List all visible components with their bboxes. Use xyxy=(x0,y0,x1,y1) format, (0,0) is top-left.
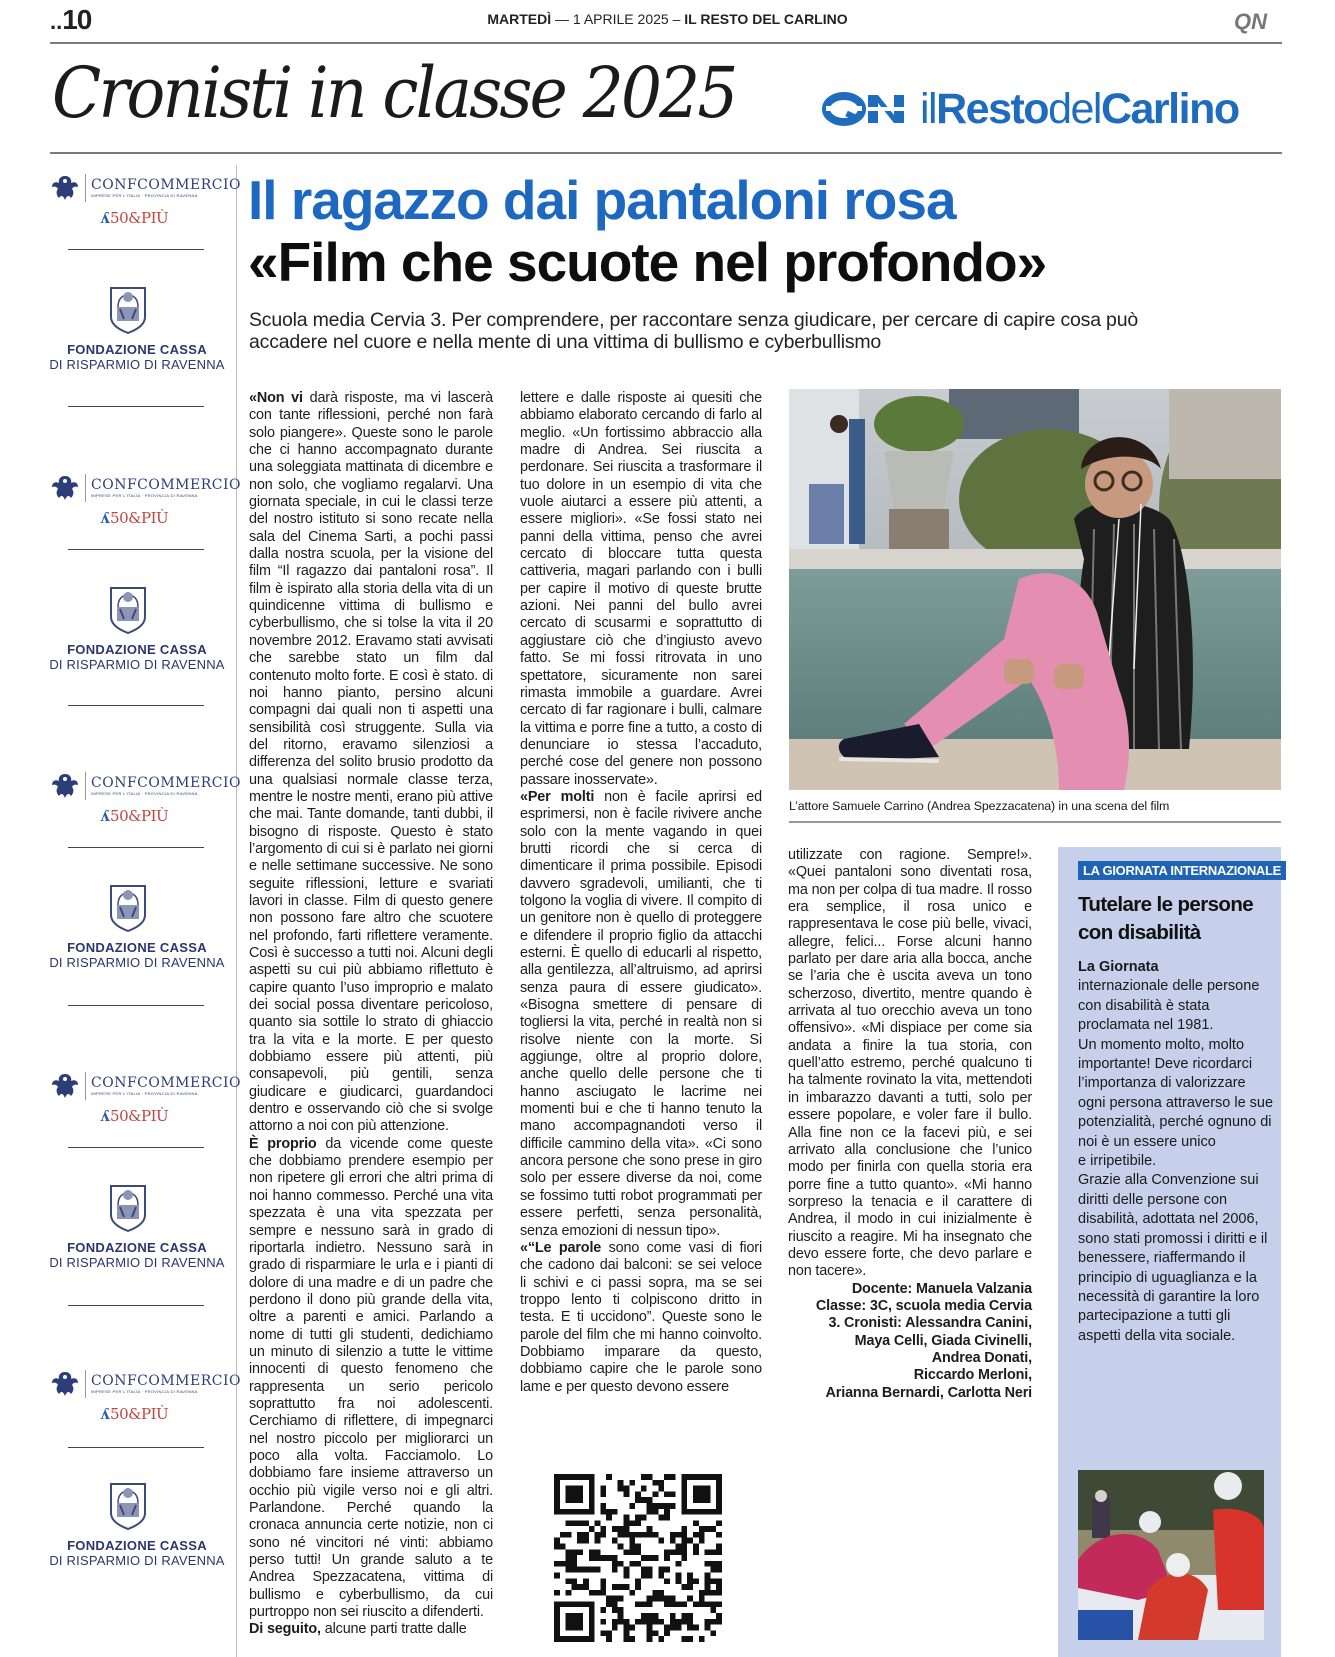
article-paragraph xyxy=(249,390,493,1136)
paragraph-text: alcune parti tratte dalle xyxy=(320,1621,467,1638)
paragraph-text: darà risposte, ma vi lascerà con tante riflessioni, perché non farà solo piangere». Queste sono le parole che ci hanno accompagnato durante una soleggiata mattinata di dicembre e non solo, che vogliamo regalarvi. Una giornata speciale, in cui le classi terze del nostro istituto si sono recate nella sala del Cinema Sarti, a pochi passi dalla nostra scuola, per la visione del film “Il ragazzo dai pantaloni rosa”. Il film è ispirato alla storia della vita di un quindicenne vittima di bullismo e cyberbullismo, che si tolse la vita il 20 novembre 2012. Eravamo stati avvisati che sarebbe stato un film dal contenuto molto forte. E così è stato. di noi hanno pianto, persino alcuni compagni dai quali non ti aspetti una sensibilità così struggente. Sulla via del ritorno, eravamo silenziosi a differenza del solito brusio prodotto da una qualsiasi normale classe terza, mentre le nostre menti, erano più attive che mai. Tante domande, tanti dubbi, il bisogno di risposte. Questo è stato l’argomento di cui si è parlato nei giorni e nelle settimane successive. Ne sono seguite riflessioni, letture e svariati lavori in classe. Film di questo genere non possono fare altro che scuotere nel profondo, farti riflettere veramente. Così è successo a tutti noi. Alcuni degli aspetti su cui più abbiamo riflettuto è capire quanto l’uso improprio e malato dei social possa diventare pericoloso, quanto sia sottile lo strato di ghiaccio tra la vita e la morte. E per questo dobbiamo essere più attenti, più consapevoli, più gentili, senza giudicare e giudicarci, guardandoci dentro e osservando ciò che si svolge attorno a noi con più attenzione. xyxy=(249,390,493,1135)
confcommercio-sub: IMPRESE PER L'ITALIA · PROVINCIA DI RAVENNA xyxy=(91,192,198,198)
confcommercio-logo xyxy=(50,1369,241,1399)
article-paragraph xyxy=(249,1136,493,1622)
fondazione-line1: FONDAZIONE CASSA xyxy=(67,642,207,657)
fifty-piu-logo xyxy=(100,209,168,227)
figure-icon: ʎ xyxy=(100,209,110,227)
sponsor-fondazione xyxy=(46,1481,238,1573)
confcommercio-logo xyxy=(50,1071,241,1101)
info-box-text-3: ogni persona attraverso le sue potenzialità, perché ognuno di noi è un essere unico xyxy=(1078,1094,1274,1150)
fondazione-line1: FONDAZIONE CASSA xyxy=(67,1538,207,1553)
confcommercio-bar xyxy=(85,474,86,502)
figure-icon: ʎ xyxy=(100,1405,110,1423)
dateline-weekday: MARTEDÌ xyxy=(487,11,552,27)
paragraph-text: non è facile aprirsi ed esprimersi, non è facile rivivere anche solo con la mente vagando in quei brutti ricordi che si cerca di dimenticare il prima possibile. Episodi davvero sgradevoli, umilianti, che ti tolgono la voglia di vivere. Il compito di un genitore non è quello di proteggere e difendere il proprio figlio da attacchi esterni. È quello di educarli al rispetto, alla gentilezza, all’altruismo, ad aprirsi senza paura di essere giudicato». «Bisogna smettere di pensare di togliersi la vita, perché in realtà non si risolve niente con la morte. Si aggiunge, oltre al proprio dolore, anche quello delle persone che ti hanno asciugato le lacrime nei momenti bui e che ti hanno tenuto la mano accompagnandoti verso il difficile cammino della vita». «Ci sono ancora persone che sono prese in giro solo per essere diverse da noi, come se fossimo tutti robot programmati per essere perfetti, senza personalità, senza emozioni di nessun tipo». xyxy=(520,788,762,1239)
fondazione-line2: DI RISPARMIO DI RAVENNA xyxy=(49,357,225,372)
dateline xyxy=(0,11,1335,27)
article-column-2 xyxy=(520,390,762,1396)
brand-name xyxy=(920,85,1239,134)
fifty-piu-label: 50&PIÙ xyxy=(110,209,169,227)
qn-brand-icon xyxy=(822,89,908,129)
brand-logo xyxy=(822,84,1239,134)
article-photo xyxy=(789,389,1281,790)
eagle-icon xyxy=(50,1071,80,1101)
figure-icon: ʎ xyxy=(100,807,110,825)
confcommercio-sub: IMPRESE PER L'ITALIA · PROVINCIA DI RAVENNA xyxy=(91,1090,198,1096)
fifty-piu-label: 50&PIÙ xyxy=(110,807,169,825)
info-box-paragraph-1 xyxy=(1078,958,1276,977)
qn-logo-icon xyxy=(1232,8,1282,34)
fondazione-line2: DI RISPARMIO DI RAVENNA xyxy=(49,1255,225,1270)
article-paragraph xyxy=(788,847,1032,1281)
confcommercio-name: CONFCOMMERCIO xyxy=(91,1372,241,1389)
dateline-publication: IL RESTO DEL CARLINO xyxy=(684,11,848,27)
sponsor-fondazione xyxy=(46,1183,238,1275)
fifty-piu-label: 50&PIÙ xyxy=(110,1107,169,1125)
fifty-piu-logo xyxy=(100,1405,168,1423)
brand-name-carlino: Carlino xyxy=(1100,84,1239,133)
paragraph-lead: «Per molti xyxy=(520,788,595,805)
signature-line: 3. Cronisti: Alessandra Canini, xyxy=(828,1315,1032,1332)
confcommercio-name: CONFCOMMERCIO xyxy=(91,1074,241,1091)
crest-icon xyxy=(108,585,148,635)
sponsor-separator xyxy=(68,1447,204,1448)
sponsor-confcommercio xyxy=(46,763,241,843)
sponsor-confcommercio xyxy=(46,465,241,545)
eagle-icon xyxy=(50,473,80,503)
fifty-piu-logo xyxy=(100,807,168,825)
info-box-title: Tutelare le persone con disabilità xyxy=(1078,893,1254,944)
crest-icon xyxy=(108,1183,148,1233)
crest-icon xyxy=(108,883,148,933)
figure-icon: ʎ xyxy=(100,1107,110,1125)
info-box-photo-illustration xyxy=(1078,1470,1264,1640)
paragraph-text: sono come vasi di fiori che cadono dai balconi: se sei veloce li schivi e ci passi sopra, ma se sei troppo lento ti colpiscono dritto in testa. E ti uccidono”. Queste sono le parole del film che mi hanno coinvolto. Dobbiamo imparare da questo, dobbiamo capire che le parole sono lame e per questo devono essere xyxy=(520,1239,762,1395)
paragraph-text: utilizzate con ragione. Sempre!». «Quei pantaloni sono diventati rosa, ma non per colpa di tua madre. Il rosso era semplice, il rosa unico e rappresentava le cose più belle, vivaci, allegre, felici... Forse alcuni hanno parlato per dare aria alla bocca, anche se l’aria che è uscita aveva un tono scherzoso, divertito, mentre quando è arrivata al tuo orecchio aveva un tono offensivo». «Mi dispiace per come sia andata a finire la tua storia, con quell’atto estremo, perché qualcuno ti ha talmente rovinato la vita, mettendoti in imbarazzo davanti a tutti, solo per essere popolare, e voler fare il bullo. Alla fine non ce la facevi più, e sei arrivato alla conclusione che l’unico modo per finirla con quella storia era porre fine a tutto quanto». «Mi hanno sorpreso la tenacia e il carattere di Andrea, il modo in cui inizialmente è riuscito a reagire. Mi ha insegnato che devo essere forte, che devo parlare e non tacere». xyxy=(788,847,1032,1280)
brand-name-resto: Resto xyxy=(936,84,1049,133)
article-kicker-title: Il ragazzo dai pantaloni rosa xyxy=(248,169,956,231)
article-column-1 xyxy=(249,390,493,1639)
paragraph-text: da vicende come queste che dobbiamo prendere esempio per non ripetere gli errori che altri prima di noi hanno commesso. Perché una vita spezzata è una vita spezzata per sempre e nessuno sarà in grado di riportarla indietro. Nessuno sarà in grado di risparmiare le urla e i pianti di dolore di una madre e di un padre che perdono il dono più grande della vita, oltre a parenti e amici. Parlando a nome di tutti gli studenti, dedichiamo un minuto di silenzio a tutte le vittime innocenti di questo fenomeno che rappresenta un serio pericolo soprattutto fra noi adolescenti. Cerchiamo di riflettere, di impegnarci nel nostro piccolo per migliorarci un poco alla volta. Facciamolo. Lo dobbiamo fare insieme attraverso un occhio più vigile verso noi e gli altri. Parlandone. Perché quando la cronaca annuncia certe notizie, non ci sono né vincitori né vinti: abbiamo perso tutti! Un grande saluto a te Andrea Spezzacatena, vittima di bullismo e cyberbullismo, da cui purtroppo non sei riuscito a difenderti. xyxy=(249,1135,493,1621)
fondazione-line2: DI RISPARMIO DI RAVENNA xyxy=(49,1553,225,1568)
info-box-photo xyxy=(1078,1470,1264,1640)
confcommercio-text xyxy=(91,1076,241,1097)
page-number-value: 10 xyxy=(62,4,92,35)
signature-line: Docente: Manuela Valzania xyxy=(851,1280,1032,1297)
signature-line: Maya Celli, Giada Civinelli, xyxy=(854,1332,1032,1349)
sponsor-confcommercio xyxy=(46,1063,241,1143)
confcommercio-logo xyxy=(50,771,241,801)
info-box-text-1: internazionale delle persone con disabilità è stata proclamata nel 1981. xyxy=(1078,978,1260,1034)
article-title: «Film che scuote nel profondo» xyxy=(248,231,1047,293)
confcommercio-name: CONFCOMMERCIO xyxy=(91,774,241,791)
confcommercio-name: CONFCOMMERCIO xyxy=(91,176,241,193)
paragraph-lead: Di seguito, xyxy=(249,1621,321,1638)
confcommercio-logo xyxy=(50,173,241,203)
signature-line: Classe: 3C, scuola media Cervia xyxy=(815,1297,1032,1314)
brand-name-del: del xyxy=(1048,84,1101,133)
confcommercio-text xyxy=(91,478,241,499)
fondazione-line2: DI RISPARMIO DI RAVENNA xyxy=(49,955,225,970)
sponsor-separator xyxy=(68,549,204,550)
info-box xyxy=(1058,847,1281,1657)
fondazione-line1: FONDAZIONE CASSA xyxy=(67,342,207,357)
dateline-separator: — xyxy=(551,11,573,27)
sponsor-separator xyxy=(68,847,204,848)
eagle-icon xyxy=(50,1369,80,1399)
paragraph-lead: «“Le parole xyxy=(520,1239,602,1256)
sponsor-separator xyxy=(68,1305,204,1306)
confcommercio-bar xyxy=(85,1370,86,1398)
confcommercio-bar xyxy=(85,772,86,800)
paragraph-lead: «Non vi xyxy=(249,390,303,406)
confcommercio-bar xyxy=(85,1072,86,1100)
confcommercio-text xyxy=(91,776,241,797)
confcommercio-name: CONFCOMMERCIO xyxy=(91,476,241,493)
sponsor-separator xyxy=(68,1147,204,1148)
crest-icon xyxy=(108,285,148,335)
sponsor-fondazione xyxy=(46,285,238,377)
masthead-rule xyxy=(50,152,1282,154)
info-box-text-5: Grazie alla Convenzione sui diritti delle persone con disabilità, adottata nel 2006, sono stati promossi i diritti e il benessere, riaffermando il principio di uguaglianza e la necessità di garantire la loro partecipazione a tutti gli aspetti della vita sociale. xyxy=(1078,1172,1268,1344)
article-signature xyxy=(788,1281,1032,1402)
confcommercio-sub: IMPRESE PER L'ITALIA · PROVINCIA DI RAVENNA xyxy=(91,790,198,796)
photo-caption: L’attore Samuele Carrino (Andrea Spezzacatena) in una scena del film xyxy=(789,799,1170,813)
article-paragraph xyxy=(520,789,762,1240)
signature-line: Andrea Donati, xyxy=(931,1349,1032,1366)
eagle-icon xyxy=(50,771,80,801)
article-subtitle: Scuola media Cervia 3. Per comprendere, per raccontare senza giudicare, per cercare di capire cosa può accadere nel cuore e nella mente di una vittima di bullismo e cyberbullismo xyxy=(249,309,1138,353)
sponsor-separator xyxy=(68,249,204,250)
info-box-text-2: Un momento molto, molto importante! Deve ricordarci l’importanza di valorizzare xyxy=(1078,1036,1253,1092)
sponsor-sidebar xyxy=(46,165,241,1657)
fondazione-line1: FONDAZIONE CASSA xyxy=(67,1240,207,1255)
caption-rule xyxy=(789,821,1281,823)
fifty-piu-logo xyxy=(100,1107,168,1125)
svg-text:QN: QN xyxy=(1234,9,1267,34)
dateline-separator-2: – xyxy=(668,11,685,27)
dateline-date: 1 APRILE 2025 xyxy=(572,11,669,27)
sponsor-fondazione xyxy=(46,585,238,677)
confcommercio-sub: IMPRESE PER L'ITALIA · PROVINCIA DI RAVENNA xyxy=(91,492,198,498)
signature-line: Arianna Bernardi, Carlotta Neri xyxy=(825,1384,1032,1401)
crest-icon xyxy=(108,1481,148,1531)
sponsor-separator xyxy=(68,1005,204,1006)
eagle-icon xyxy=(50,173,80,203)
fifty-piu-label: 50&PIÙ xyxy=(110,1405,169,1423)
qr-code-icon[interactable] xyxy=(554,1474,722,1642)
confcommercio-text xyxy=(91,1374,241,1395)
article-column-3 xyxy=(788,847,1032,1402)
confcommercio-bar xyxy=(85,174,86,202)
article-paragraph xyxy=(520,390,762,789)
sponsor-separator xyxy=(68,705,204,706)
info-box-body xyxy=(1078,958,1276,1346)
page-number-dots: .. xyxy=(50,9,63,34)
article-paragraph xyxy=(249,1621,493,1638)
sponsor-confcommercio xyxy=(46,1361,241,1441)
confcommercio-text xyxy=(91,178,241,199)
sponsor-separator xyxy=(68,406,204,407)
fifty-piu-logo xyxy=(100,509,168,527)
photo-illustration xyxy=(789,389,1281,790)
paragraph-lead: È proprio xyxy=(249,1135,317,1152)
signature-line: Riccardo Merloni, xyxy=(913,1367,1032,1384)
fondazione-line2: DI RISPARMIO DI RAVENNA xyxy=(49,657,225,672)
brand-prefix: il xyxy=(920,84,937,133)
header-rule xyxy=(50,42,1282,44)
fifty-piu-label: 50&PIÙ xyxy=(110,509,169,527)
fondazione-line1: FONDAZIONE CASSA xyxy=(67,940,207,955)
figure-icon: ʎ xyxy=(100,509,110,527)
section-title: Cronisti in classe 2025 xyxy=(52,52,736,134)
info-box-tag: LA GIORNATA INTERNAZIONALE xyxy=(1078,861,1286,880)
sponsor-confcommercio xyxy=(46,165,241,245)
article-paragraph xyxy=(520,1240,762,1396)
confcommercio-sub: IMPRESE PER L'ITALIA · PROVINCIA DI RAVENNA xyxy=(91,1388,198,1394)
info-box-lead: La Giornata xyxy=(1078,959,1159,975)
paragraph-text: lettere e dalle risposte ai quesiti che abbiamo elaborato cercando di farlo al meglio. «Un fortissimo abbraccio alla madre di Andrea. Sei riuscita a perdonare. Sei riuscita a trasformare il tuo dolore in un esempio di vita che vuole aiutarci a essere più attenti, a essere migliori». «Se fossi stato nei panni della vittima, penso che avrei cercato di bloccare tutta questa cattiveria, magari parlando con i bulli per capire il motivo di queste brutte azioni. Nei panni del bullo avrei cercato di scusarmi e soprattutto di aggiustare ciò che d’ingiusto avevo fatto. Se mi fossi ritrovata in uno spettatore, sicuramente non sarei rimasta immobile a guardare. Avrei cercato di far ragionare i bulli, calmare la vittima e porre fine a tutto, a costo di denunciare io stessa l’accaduto, perché cose del genere non possono passare inosservate». xyxy=(520,390,762,788)
info-box-text-4: e irripetibile. xyxy=(1078,1153,1157,1170)
confcommercio-logo xyxy=(50,473,241,503)
sponsor-fondazione xyxy=(46,883,238,975)
